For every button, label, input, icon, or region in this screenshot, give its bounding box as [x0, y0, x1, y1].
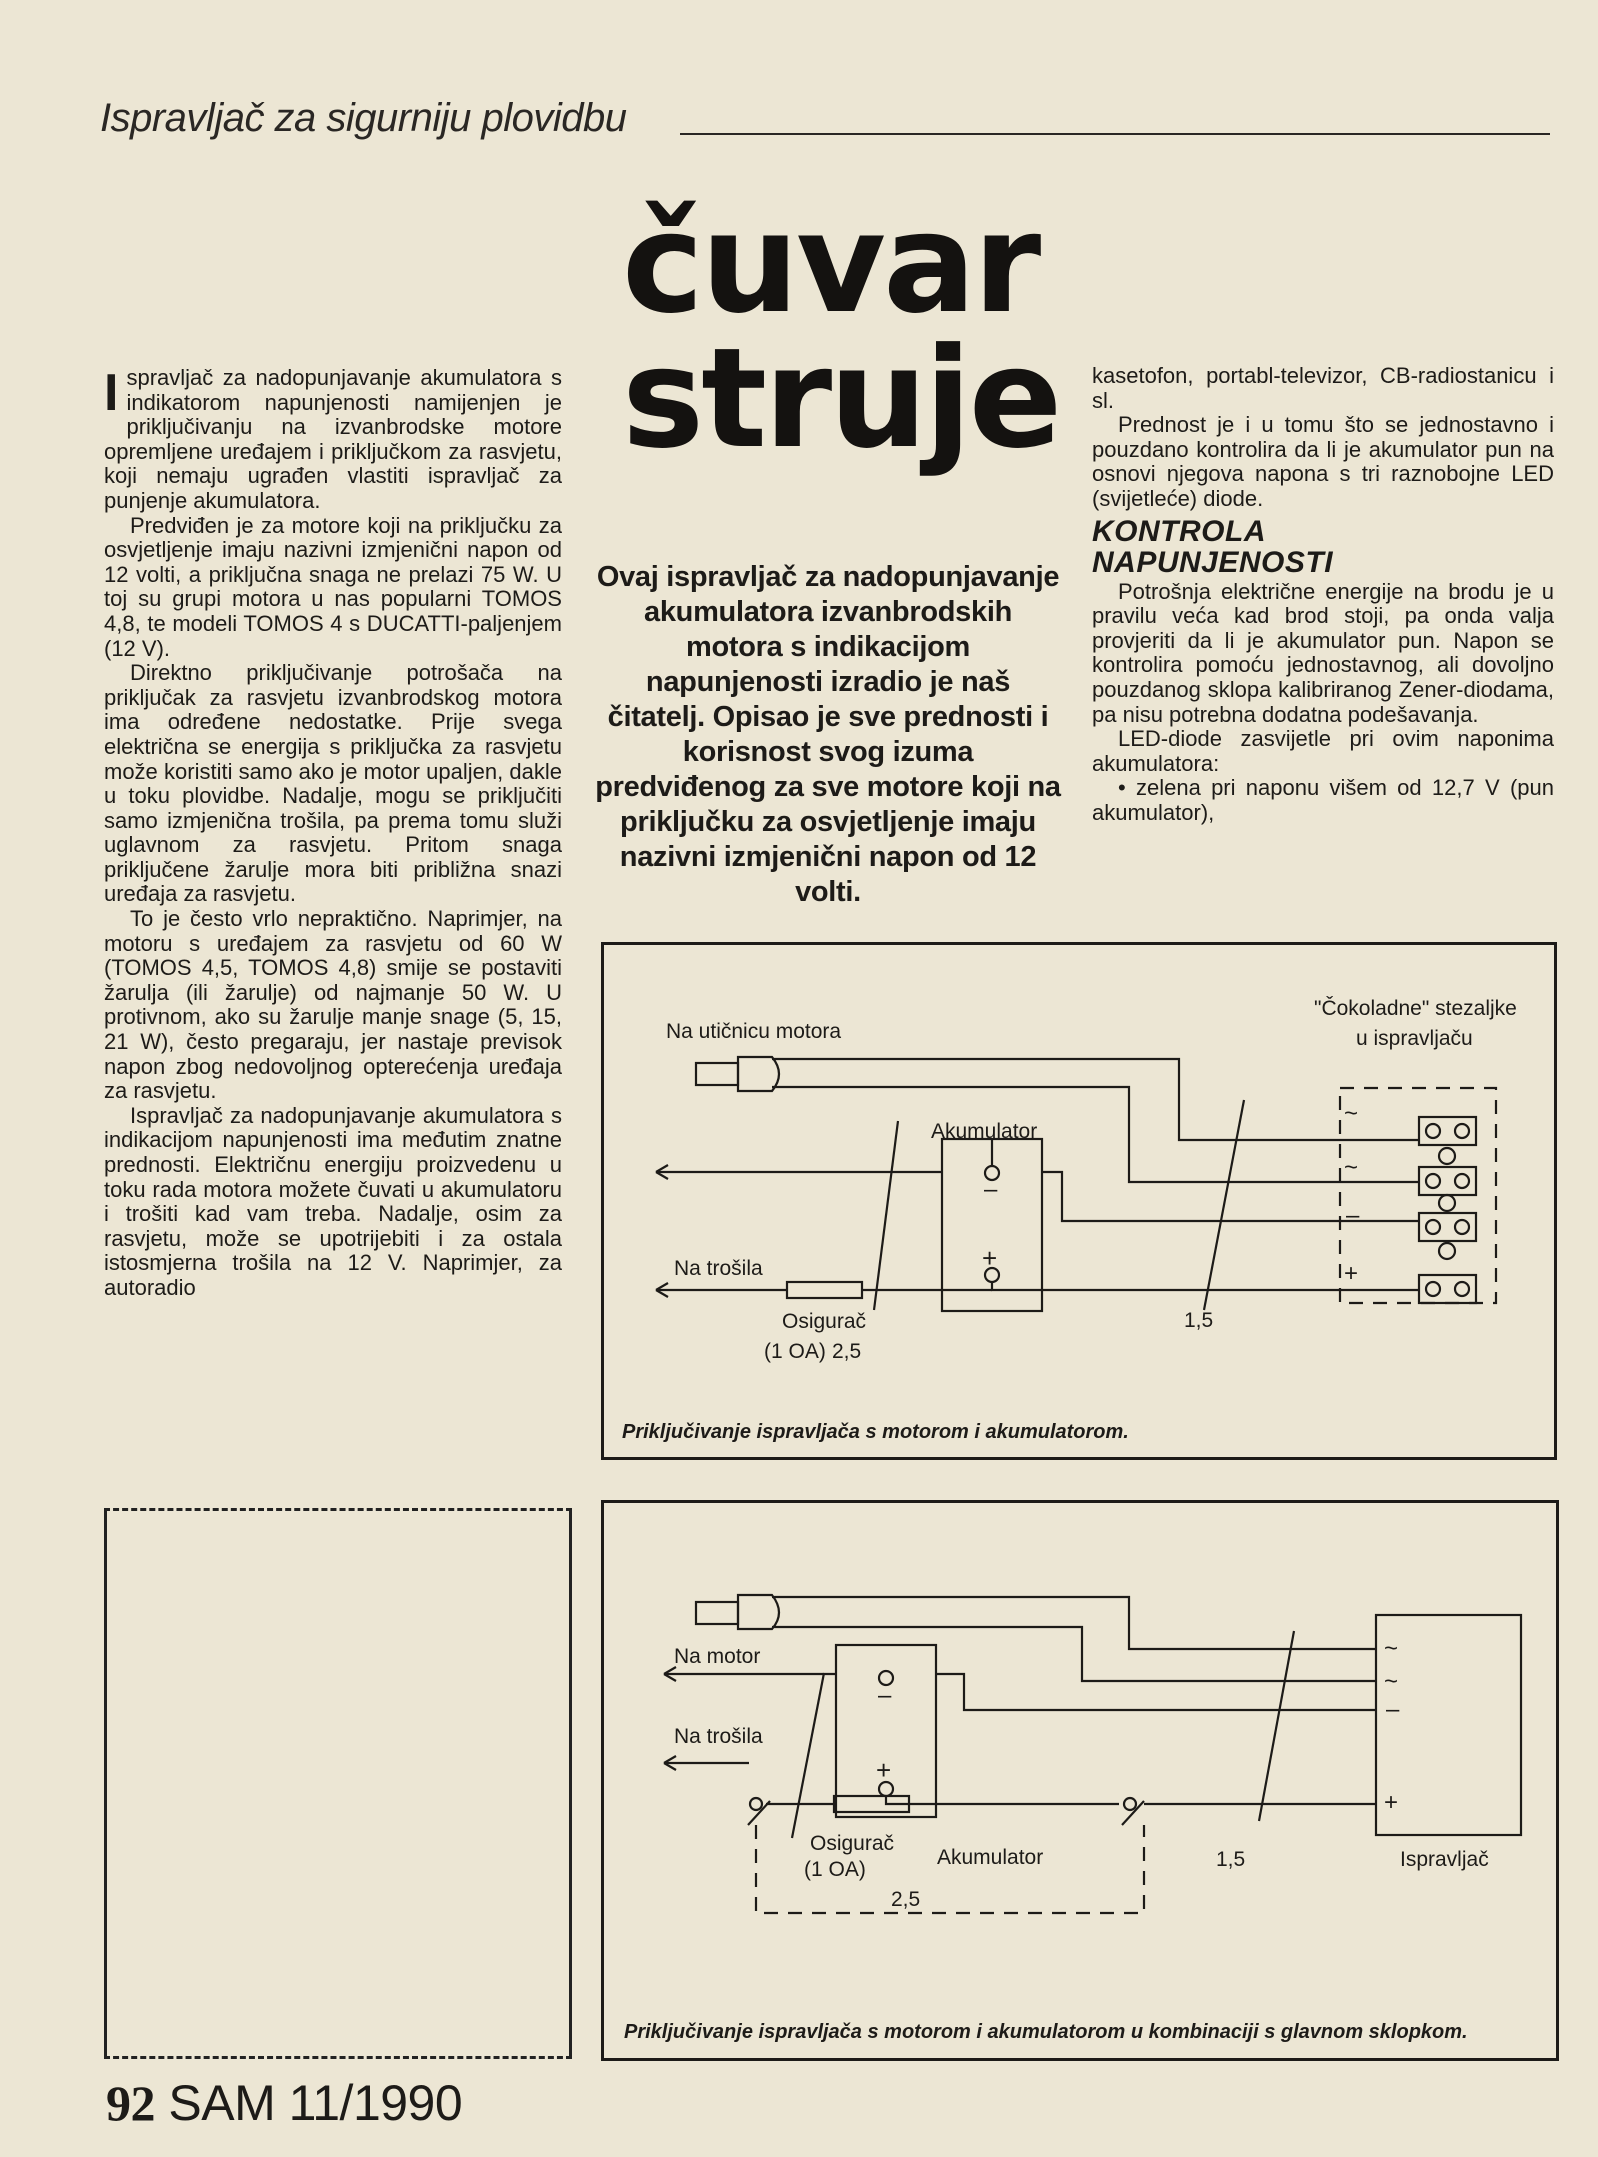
paragraph: Direktno priključivanje potrošača na priključak za rasvjetu izvanbrodskog motora ima određene nedostatke. Prije svega električna se energija s priključka za rasvjetu može koristiti samo ako je motor upaljen, dakle u toku plovidbe. Nadalje, mogu se priključiti samo izmjenična trošila, pa prema tomu služi uglavnom za rasvjetu. Pritom snaga priključene žarulje mora biti približna snazi uređaja za rasvjetu.	[104, 660, 562, 907]
issue-label: SAM 11/1990	[168, 2075, 463, 2131]
battery-plus: +	[982, 1243, 998, 1273]
paragraph: LED-diode zasvijetle pri ovim naponima akumulatora:	[1092, 726, 1554, 776]
article-column-right	[1092, 364, 1554, 826]
rectifier-plus: +	[1384, 1789, 1399, 1816]
figure-caption: Priključivanje ispravljača s motorom i akumulatorom u kombinaciji s glavnom sklopkom.	[624, 2021, 1468, 2043]
plug-body	[696, 1063, 738, 1085]
label-rectifier: Ispravljač	[1400, 1848, 1489, 1871]
label-fuse: Osigurač	[810, 1832, 895, 1855]
paragraph: kasetofon, portabl-televizor, CB-radiostanicu i sl.	[1092, 363, 1554, 413]
label-outlet: Na utičnicu motora	[666, 1020, 842, 1043]
paragraph	[104, 366, 562, 514]
kicker-rule	[680, 133, 1550, 135]
blank-box	[104, 1508, 572, 2059]
paragraph: Potrošnja električne energije na brodu je u pravilu veća kad brod stoji, pa onda valja provjeriti da li je akumulator pun. Napon se kontrolira pomoću jednostavnog, ali dovoljno pouzdanog sklopa kalibriranog Zener-diodama, pa nisu potrebna dodatna podešavanja.	[1092, 578, 1554, 727]
kicker-title: Ispravljač za sigurniju plovidbu	[100, 96, 627, 140]
headline	[622, 183, 1060, 480]
terminal-plus: +	[1344, 1260, 1359, 1287]
label-fuse-rating: (1 OA)	[804, 1858, 866, 1881]
battery-minus: –	[984, 1176, 998, 1203]
rectifier-ac-2: ~	[1384, 1668, 1399, 1695]
rectifier-minus: –	[1386, 1696, 1400, 1723]
wire-ac-1	[772, 1059, 1419, 1140]
article-column-left	[104, 366, 562, 1301]
paragraph-text: spravljač za nadopunjavanje akumulatora s indikatorom napunjenosti namijenjen je priključivanju na izvanbrodske motore opremljene uređajem i priključkom za rasvjetu, koji nemaju ugrađen vlastiti ispravljač za punjenje akumulatora.	[104, 365, 562, 513]
fuse-symbol	[787, 1282, 862, 1298]
paragraph: Ispravljač za nadopunjavanje akumulatora s indikacijom napunjenosti ima međutim znatne prednosti. Električnu energiju proizvedenu u toku rada motora možete čuvati u akumulatoru i trošiti kad vam treba. Nadalje, osim za rasvjetu, može se upotrijebiti i za ostala istosmjerna trošila na 12 V. Naprimjer, za autoradio	[104, 1102, 562, 1300]
page-number: 92	[106, 2075, 155, 2131]
headline-line-2: struje	[622, 318, 1060, 480]
label-wire-15: 1,5	[1216, 1848, 1246, 1871]
terminal-ac-2: ~	[1344, 1154, 1359, 1181]
standfirst: Ovaj ispravljač za nadopunjavanje akumulatora izvanbrodskih motora s indikacijom napunjenosti izradio je naš čitatelj. Opisao je sve prednosti i korisnost svog izuma predviđenog za sve motore koji na priključku za osvjetljenje imaju nazivni izmjenični napon od 12 volti.	[595, 561, 1061, 908]
label-fuse: Osigurač	[782, 1310, 867, 1333]
label-consumers: Na trošila	[674, 1725, 763, 1748]
paragraph: To je često vrlo nepraktično. Naprimjer, na motoru s uređajem za rasvjetu od 60 W (TOMOS 4,5, TOMOS 4,8) smije se postaviti žarulja (ili žarulje) od najmanje 50 W. U protivnom, ako su žarulje manje snage (5, 15, 21 W), često pregaraju, jer nastaje previsok napon zbog nedovoljnog opterećenja uređaja za rasvjetu.	[104, 906, 562, 1104]
figure-wiring-diagram-1	[601, 942, 1557, 1460]
paragraph: Prednost je i u tomu što se jednostavno i pouzdano kontrolira da li je akumulator pun na osnovi njegova napona s tri raznobojne LED (svijetleće) diode.	[1092, 412, 1554, 511]
label-battery: Akumulator	[937, 1846, 1044, 1869]
label-battery: Akumulator	[931, 1120, 1038, 1143]
wiring-diagram-2	[604, 1503, 1556, 2058]
label-motor: Na motor	[674, 1645, 761, 1668]
label-fuse-rating: (1 OA)	[764, 1340, 826, 1363]
section-title-line-2: NAPUNJENOSTI	[1092, 545, 1334, 579]
terminal-minus: –	[1346, 1202, 1360, 1229]
section-title-line-1: KONTROLA	[1092, 514, 1266, 548]
wire-ac-2	[772, 1087, 1419, 1182]
battery-minus: –	[878, 1682, 892, 1709]
label-wire-15: 1,5	[1184, 1309, 1214, 1332]
label-terminals-2: u ispravljaču	[1356, 1027, 1473, 1050]
wire-minus	[1042, 1172, 1419, 1221]
page-footer	[106, 2074, 462, 2132]
label-consumers: Na trošila	[674, 1257, 763, 1280]
label-wire-25: 2,5	[832, 1340, 862, 1363]
battery-plus: +	[876, 1755, 892, 1785]
label-terminals-1: "Čokoladne" stezaljke	[1314, 997, 1517, 1020]
figure-wiring-diagram-2	[601, 1500, 1559, 2061]
terminal-ac-1: ~	[1344, 1100, 1359, 1127]
wiring-diagram-1	[604, 945, 1554, 1457]
rectifier-ac-1: ~	[1384, 1635, 1399, 1662]
paragraph: Predviđen je za motore koji na priključku za osvjetljenje imaju nazivni izmjenični napon od 12 volti, a priključna snaga ne prelazi 75 W. U toj su grupi motora u nas popularni TOMOS 4,8, te modeli TOMOS 4 s DUCATTI-paljenjem (12 V).	[104, 512, 562, 661]
figure-caption: Priključivanje ispravljača s motorom i akumulatorom.	[622, 1421, 1129, 1443]
terminal-screws	[1419, 1117, 1476, 1303]
drop-cap: I	[104, 364, 119, 422]
section-title	[1092, 516, 1554, 578]
bullet-item: • zelena pri naponu višem od 12,7 V (pun akumulator),	[1092, 775, 1554, 825]
label-wire-25: 2,5	[891, 1888, 921, 1911]
headline-line-1: čuvar	[622, 183, 1039, 344]
